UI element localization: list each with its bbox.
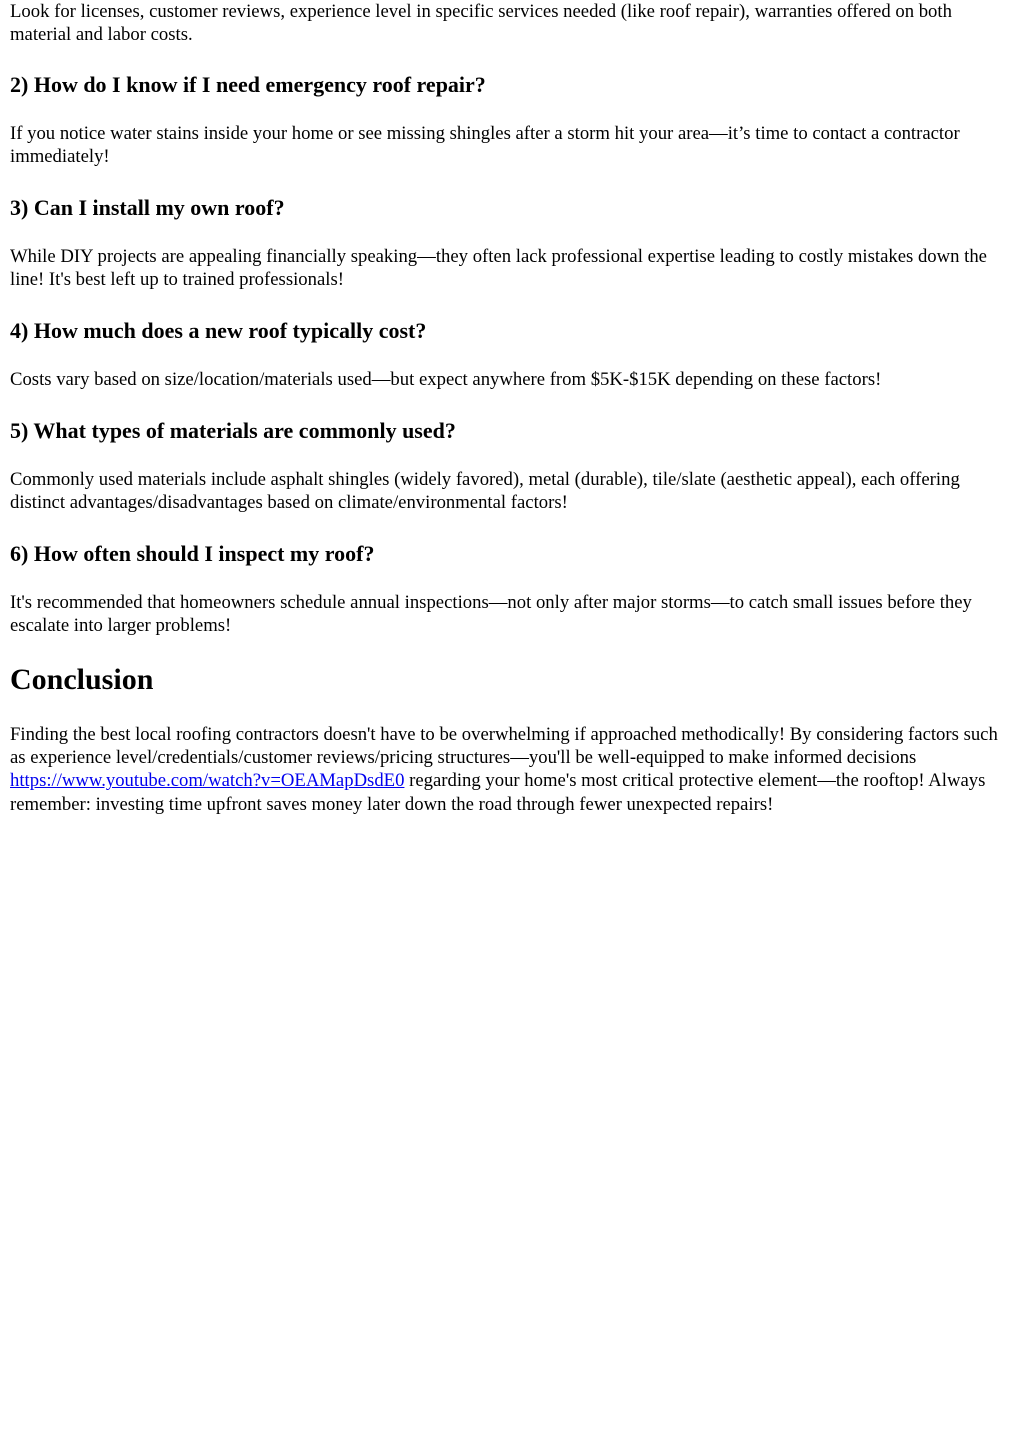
conclusion-heading: Conclusion xyxy=(10,663,154,696)
faq-answer-3: While DIY projects are appealing financially speaking—they often lack professional expertise leading to costly mistakes down the line! It's best left up to trained professionals! xyxy=(10,246,987,291)
conclusion-paragraph xyxy=(10,723,1014,816)
faq-answer-2: If you notice water stains inside your home or see missing shingles after a storm hit your area—it’s time to contact a contractor immediately! xyxy=(10,123,960,168)
faq-question-6: 6) How often should I inspect my roof? xyxy=(10,541,375,566)
faq-question-3: 3) Can I install my own roof? xyxy=(10,195,285,220)
intro-paragraph: Look for licenses, customer reviews, experience level in specific services needed (like roof repair), warranties offered on both material and labor costs. xyxy=(10,1,952,46)
youtube-link[interactable]: https://www.youtube.com/watch?v=OEAMapDsdE0 xyxy=(10,770,405,792)
faq-question-4: 4) How much does a new roof typically cost? xyxy=(10,318,427,343)
conclusion-text-before-link: Finding the best local roofing contractors doesn't have to be overwhelming if approached methodically! By considering factors such as experience level/credentials/customer reviews/pricing structures—you'll be well-equipped to make informed decisions xyxy=(10,724,998,769)
faq-question-2: 2) How do I know if I need emergency roof repair? xyxy=(10,72,486,97)
conclusion-text-after-link: regarding your home's most critical protective element—the rooftop! Always remember: investing time upfront saves money later down the road through fewer unexpected repairs! xyxy=(10,770,986,815)
faq-answer-6: It's recommended that homeowners schedule annual inspections—not only after major storms—to catch small issues before they escalate into larger problems! xyxy=(10,592,972,637)
faq-answer-4: Costs vary based on size/location/materials used—but expect anywhere from $5K-$15K depending on these factors! xyxy=(10,369,882,390)
faq-answer-5: Commonly used materials include asphalt shingles (widely favored), metal (durable), tile/slate (aesthetic appeal), each offering distinct advantages/disadvantages based on climate/environmental factors! xyxy=(10,469,960,514)
faq-question-5: 5) What types of materials are commonly used? xyxy=(10,418,456,443)
